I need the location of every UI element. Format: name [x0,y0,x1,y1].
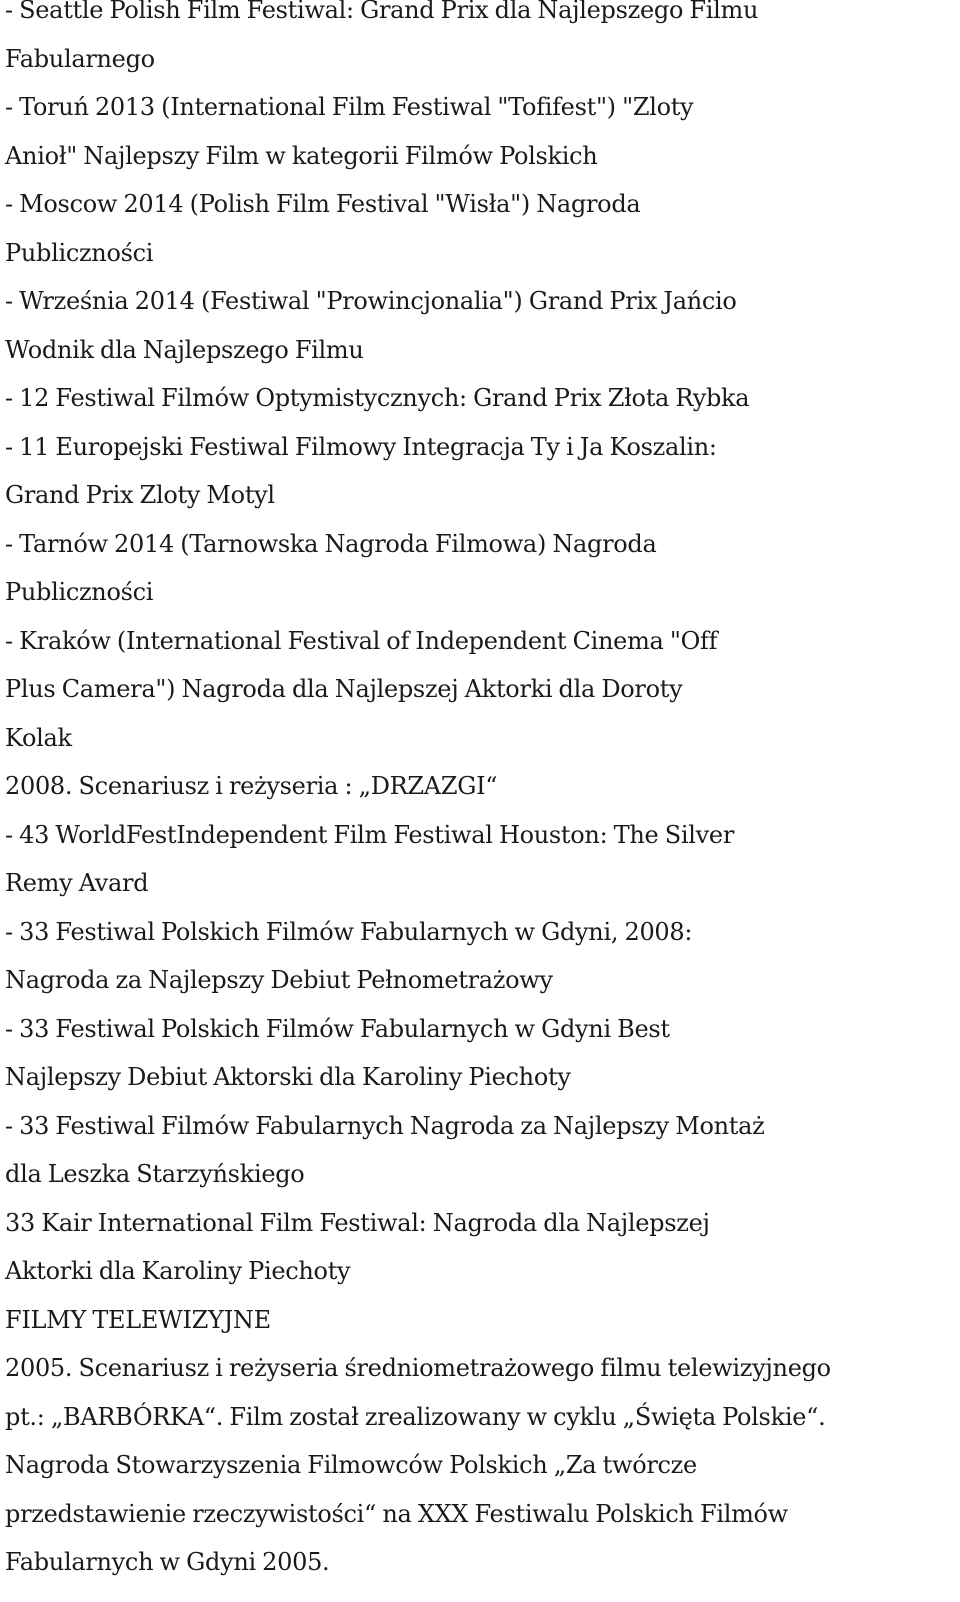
text-line: - 11 Europejski Festiwal Filmowy Integracja Ty i Ja Koszalin: [5,432,717,461]
text-line: Wodnik dla Najlepszego Filmu [5,335,364,364]
text-line: - 33 Festiwal Polskich Filmów Fabularnych w Gdyni, 2008: [5,917,693,946]
text-line: Nagroda Stowarzyszenia Filmowców Polskich „Za twórcze [5,1451,697,1479]
text-line: Publiczności [5,238,154,267]
text-line: - Seattle Polish Film Festiwal: Grand Prix dla Najlepszego Filmu [5,0,759,24]
text-line: Remy Avard [5,869,149,897]
text-line: Fabularnych w Gdyni 2005. [5,1548,330,1576]
text-line: 2005. Scenariusz i reżyseria średniometrażowego filmu telewizyjnego [5,1354,831,1382]
text-line: 2008. Scenariusz i reżyseria : „DRZAZGI“ [5,772,498,800]
text-line: Plus Camera") Nagroda dla Najlepszej Aktorki dla Doroty [5,675,683,703]
text-line: dla Leszka Starzyńskiego [5,1160,305,1188]
text-line: - 43 WorldFestIndependent Film Festiwal Houston: The Silver [5,820,735,849]
document-text [5,0,955,1587]
text-line: Grand Prix Zloty Motyl [5,481,275,509]
text-line: - Toruń 2013 (International Film Festiwal "Tofifest") "Zloty [5,93,694,121]
text-line: - Tarnów 2014 (Tarnowska Nagroda Filmowa) Nagroda [5,529,657,558]
text-line: - Kraków (International Festival of Independent Cinema "Off [5,626,718,655]
text-line: - Września 2014 (Festiwal "Prowincjonalia") Grand Prix Jańcio [5,287,737,315]
text-line: - 33 Festiwal Polskich Filmów Fabularnych w Gdyni Best [5,1014,670,1043]
text-line: Fabularnego [5,44,155,73]
section-heading: FILMY TELEWIZYJNE [5,1305,271,1334]
text-line: Anioł" Najlepszy Film w kategorii Filmów Polskich [5,141,598,170]
text-line: Najlepszy Debiut Aktorski dla Karoliny Piechoty [5,1063,571,1091]
text-line: 33 Kair International Film Festiwal: Nagroda dla Najlepszej [5,1208,710,1237]
text-line: Kolak [5,723,72,752]
text-line: - 12 Festiwal Filmów Optymistycznych: Grand Prix Złota Rybka [5,384,750,412]
text-line: - Moscow 2014 (Polish Film Festival "Wisła") Nagroda [5,190,641,218]
text-line: przedstawienie rzeczywistości“ na XXX Festiwalu Polskich Filmów [5,1499,788,1528]
text-line: Aktorki dla Karoliny Piechoty [5,1257,351,1285]
text-line: - 33 Festiwal Filmów Fabularnych Nagroda za Najlepszy Montaż [5,1111,765,1140]
text-line: Nagroda za Najlepszy Debiut Pełnometrażowy [5,966,553,994]
text-line: pt.: „BARBÓRKA“. Film został zrealizowany w cyklu „Święta Polskie“. [5,1402,826,1431]
text-line: Publiczności [5,578,154,606]
